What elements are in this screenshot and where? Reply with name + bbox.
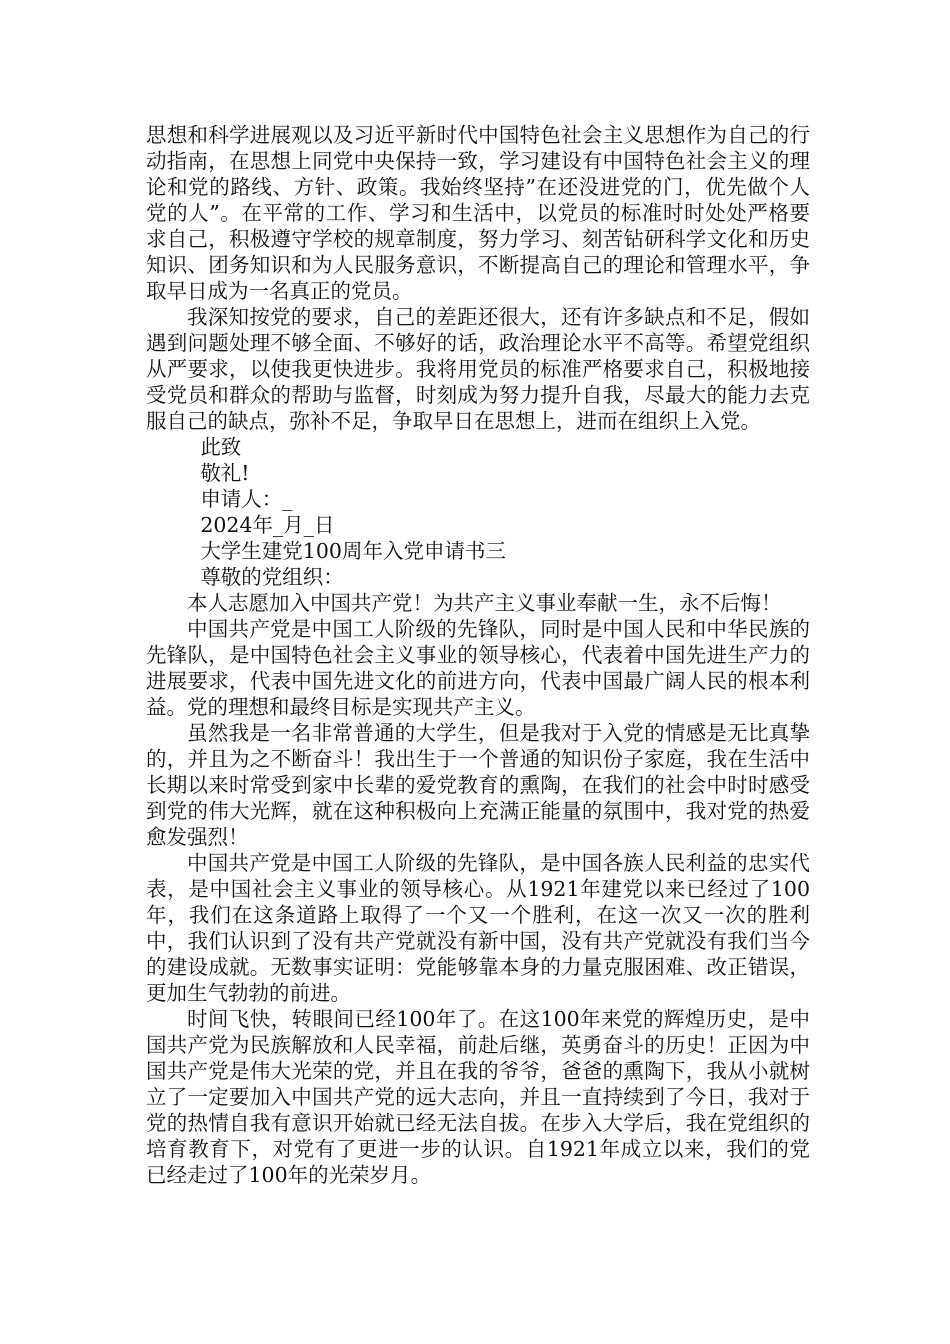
paragraph-hundred-years: 时间飞快，转眼间已经100年了。在这100年来党的辉煌历史，是中国共产党为民族解放和人民幸福，前赴后继，英勇奋斗的历史！正因为中国共产党是伟大光荣的党，并且在我的爷爷，爸爸的熏陶下，我从小就树立了一定要加入中国共产党的远大志向，并且一直持续到了今日，我对于党的热情自我有意识开始就已经无法自拔。在步入大学后，我在党组织的培育教育下，对党有了更进一步的认识。自1921年成立以来，我们的党已经走过了100年的光荣岁月。 xyxy=(146,1007,810,1187)
section-title: 大学生建党100周年入党申请书三 xyxy=(200,539,506,563)
paragraph-personal-feelings: 虽然我是一名非常普通的大学生，但是我对于入党的情感是无比真挚的，并且为之不断奋斗！我出生于一个普通的知识份子家庭，我在生活中长期以来时常受到家中长辈的爱党教育的熏陶，在我们的社会中时时感受到党的伟大光辉，就在这种积极向上充满正能量的氛围中，我对党的热爱愈发强烈！ xyxy=(146,721,810,849)
paragraph-guiding-thought: 思想和科学进展观以及习近平新时代中国特色社会主义思想作为自己的行动指南，在思想上同党中央保持一致，学习建设有中国特色社会主义的理论和党的路线、方针、政策。我始终坚持”在还没进党的门，优先做个人党的人”。在平常的工作、学习和生活中，以党员的标准时时处处严格要求自己，积极遵守学校的规章制度，努力学习、刻苦钻研科学文化和历史知识、团务知识和为人民服务意识，不断提高自己的理论和管理水平，争取早日成为一名真正的党员。 xyxy=(146,123,810,303)
paragraph-party-history: 中国共产党是中国工人阶级的先锋队，是中国各族人民利益的忠实代表，是中国社会主义事业的领导核心。从1921年建党以来已经过了100年，我们在这条道路上取得了一个又一个胜利，在这一次又一次的胜利中，我们认识到了没有共产党就没有新中国，没有共产党就没有我们当今的建设成就。无数事实证明：党能够靠本身的力量克服困难、改正错误，更加生气勃勃的前进。 xyxy=(146,851,810,1005)
closing-salutation: 此致 xyxy=(200,435,242,459)
paragraph-pledge: 本人志愿加入中国共产党！为共产主义事业奉献一生，永不后悔！ xyxy=(187,591,782,615)
closing-respect: 敬礼! xyxy=(200,461,250,485)
paragraph-party-nature: 中国共产党是中国工人阶级的先锋队，同时是中国人民和中华民族的先锋队，是中国特色社会主义事业的领导核心，代表着中国先进生产力的进展要求，代表中国先进文化的前进方向，代表中国最广阔人民的根本利益。党的理想和最终目标是实现共产主义。 xyxy=(146,617,810,719)
date-line: 2024年_月_日 xyxy=(200,513,335,537)
paragraph-self-reflection: 我深知按党的要求，自己的差距还很大，还有许多缺点和不足，假如遇到问题处理不够全面、不够好的话，政治理论水平不高等。希望党组织从严要求，以使我更快进步。我将用党员的标准严格要求自己，积极地接受党员和群众的帮助与监督，时刻成为努力提升自我，尽最大的能力去克服自己的缺点，弥补不足，争取早日在思想上，进而在组织上入党。 xyxy=(146,305,810,433)
applicant-signature-line: 申请人：_ xyxy=(200,487,293,511)
greeting-line: 尊敬的党组织： xyxy=(200,565,344,589)
document-page xyxy=(146,122,810,1188)
